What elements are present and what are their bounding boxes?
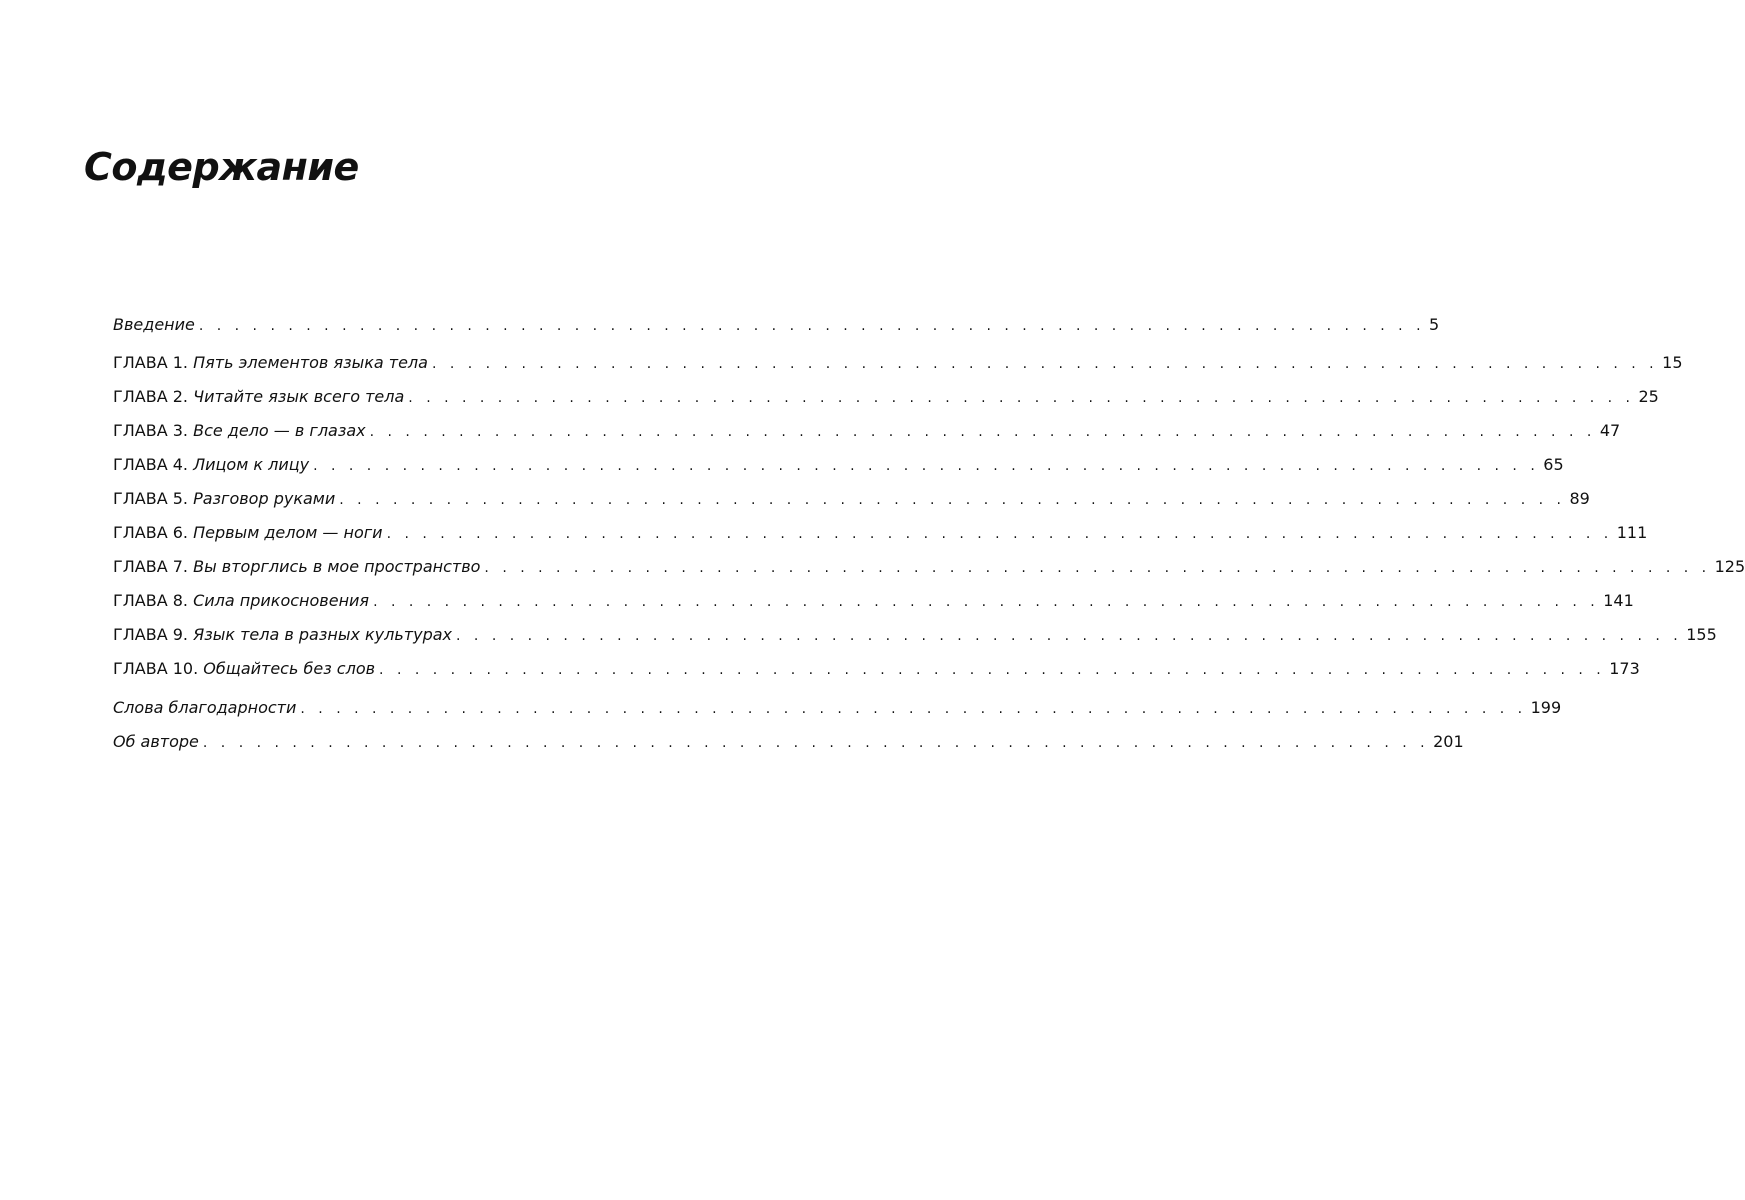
toc-entry-chapter-4[interactable] xyxy=(113,452,1564,478)
toc-leader-dots: . . . . . . . . . . . . . . . . . . . . . . . . . . . . . . . . . . . . . . . . . . . . . . . . . . . . . . . . . . . . . . . . . . . . . xyxy=(339,492,1566,508)
toc-page-number: 125 xyxy=(1714,557,1745,576)
toc-page-number: 15 xyxy=(1662,353,1683,372)
toc-entry-acknowledgements[interactable] xyxy=(113,695,1562,721)
toc-entry-label: ГЛАВА 9. Язык тела в разных культурах xyxy=(113,625,453,644)
toc-leader-dots: . . . . . . . . . . . . . . . . . . . . . . . . . . . . . . . . . . . . . . . . . . . . . . . . . . . . . . . . . . . . . . . . . . . . . xyxy=(369,424,1596,440)
toc-page-number: 201 xyxy=(1433,732,1464,751)
toc-entry-label: ГЛАВА 1. Пять элементов языка тела xyxy=(113,353,428,372)
toc-entry-chapter-2[interactable] xyxy=(113,384,1659,410)
toc-page-number: 47 xyxy=(1599,421,1621,440)
toc-leader-dots: . . . . . . . . . . . . . . . . . . . . . . . . . . . . . . . . . . . . . . . . . . . . . . . . . . . . . . . . . . . . . . . . . . . . . xyxy=(198,318,1426,334)
toc-page-number: 5 xyxy=(1429,315,1440,334)
toc-entry-label: ГЛАВА 8. Сила прикосновения xyxy=(113,591,370,610)
toc-leader-dots: . . . . . . . . . . . . . . . . . . . . . . . . . . . . . . . . . . . . . . . . . . . . . . . . . . . . . . . . . . . . . . . . . . . . . xyxy=(431,356,1659,372)
toc-leader-dots: . . . . . . . . . . . . . . . . . . . . . . . . . . . . . . . . . . . . . . . . . . . . . . . . . . . . . . . . . . . . . . . . . . . . . xyxy=(373,594,1600,610)
page-title: Содержание xyxy=(84,145,359,189)
toc-leader-dots: . . . . . . . . . . . . . . . . . . . . . . . . . . . . . . . . . . . . . . . . . . . . . . . . . . . . . . . . . . . . . . . . . . . . . xyxy=(484,560,1711,576)
toc-page-number: 155 xyxy=(1686,625,1717,644)
toc-entry-label: ГЛАВА 6. Первым делом — ноги xyxy=(113,523,383,542)
toc-leader-dots: . . . . . . . . . . . . . . . . . . . . . . . . . . . . . . . . . . . . . . . . . . . . . . . . . . . . . . . . . . . . . . . . . . . . . xyxy=(386,526,1613,542)
toc-entry-label: ГЛАВА 4. Лицом к лицу xyxy=(113,455,310,474)
toc-entry-chapter-9[interactable] xyxy=(113,622,1717,648)
toc-leader-dots: . . . . . . . . . . . . . . . . . . . . . . . . . . . . . . . . . . . . . . . . . . . . . . . . . . . . . . . . . . . . . . . . . . . . . xyxy=(379,662,1606,678)
toc-entry-chapter-8[interactable] xyxy=(113,588,1634,614)
toc-entry-label: ГЛАВА 7. Вы вторглись в мое пространство xyxy=(113,557,481,576)
toc-leader-dots: . . . . . . . . . . . . . . . . . . . . . . . . . . . . . . . . . . . . . . . . . . . . . . . . . . . . . . . . . . . . . . . . . . . . . xyxy=(313,458,1540,474)
toc-page-number: 111 xyxy=(1616,523,1648,542)
toc-entry-chapter-1[interactable] xyxy=(113,350,1683,376)
toc-entry-label: Слова благодарности xyxy=(113,698,297,717)
toc-page-number: 25 xyxy=(1638,387,1659,406)
toc-entry-chapter-6[interactable] xyxy=(113,520,1648,546)
toc-entry-label: ГЛАВА 5. Разговор руками xyxy=(113,489,336,508)
toc-entry-label: ГЛАВА 10. Общайтесь без слов xyxy=(113,659,376,678)
toc-entry-label: Введение xyxy=(113,315,195,334)
toc-leader-dots: . . . . . . . . . . . . . . . . . . . . . . . . . . . . . . . . . . . . . . . . . . . . . . . . . . . . . . . . . . . . . . . . . . . . . xyxy=(202,735,1430,751)
toc-entry-chapter-10[interactable] xyxy=(113,656,1640,682)
toc-page-number: 65 xyxy=(1543,455,1564,474)
toc-page-number: 199 xyxy=(1530,698,1562,717)
toc-entry-chapter-3[interactable] xyxy=(113,418,1621,444)
toc-entry-label: ГЛАВА 2. Читайте язык всего тела xyxy=(113,387,405,406)
toc-entry-introduction[interactable] xyxy=(113,312,1440,338)
toc-entry-chapter-7[interactable] xyxy=(113,554,1745,580)
toc-entry-label: Об авторе xyxy=(113,732,199,751)
toc-entry-label: ГЛАВА 3. Все дело — в глазах xyxy=(113,421,366,440)
toc-leader-dots: . . . . . . . . . . . . . . . . . . . . . . . . . . . . . . . . . . . . . . . . . . . . . . . . . . . . . . . . . . . . . . . . . . . . . xyxy=(300,701,1527,717)
toc-page-number: 173 xyxy=(1609,659,1640,678)
toc-entry-chapter-5[interactable] xyxy=(113,486,1590,512)
toc-leader-dots: . . . . . . . . . . . . . . . . . . . . . . . . . . . . . . . . . . . . . . . . . . . . . . . . . . . . . . . . . . . . . . . . . . . . . xyxy=(456,628,1683,644)
toc-entry-about-author[interactable] xyxy=(113,729,1464,755)
toc-page-number: 89 xyxy=(1569,489,1590,508)
toc-page-number: 141 xyxy=(1603,591,1634,610)
toc-leader-dots: . . . . . . . . . . . . . . . . . . . . . . . . . . . . . . . . . . . . . . . . . . . . . . . . . . . . . . . . . . . . . . . . . . . . . xyxy=(408,390,1635,406)
